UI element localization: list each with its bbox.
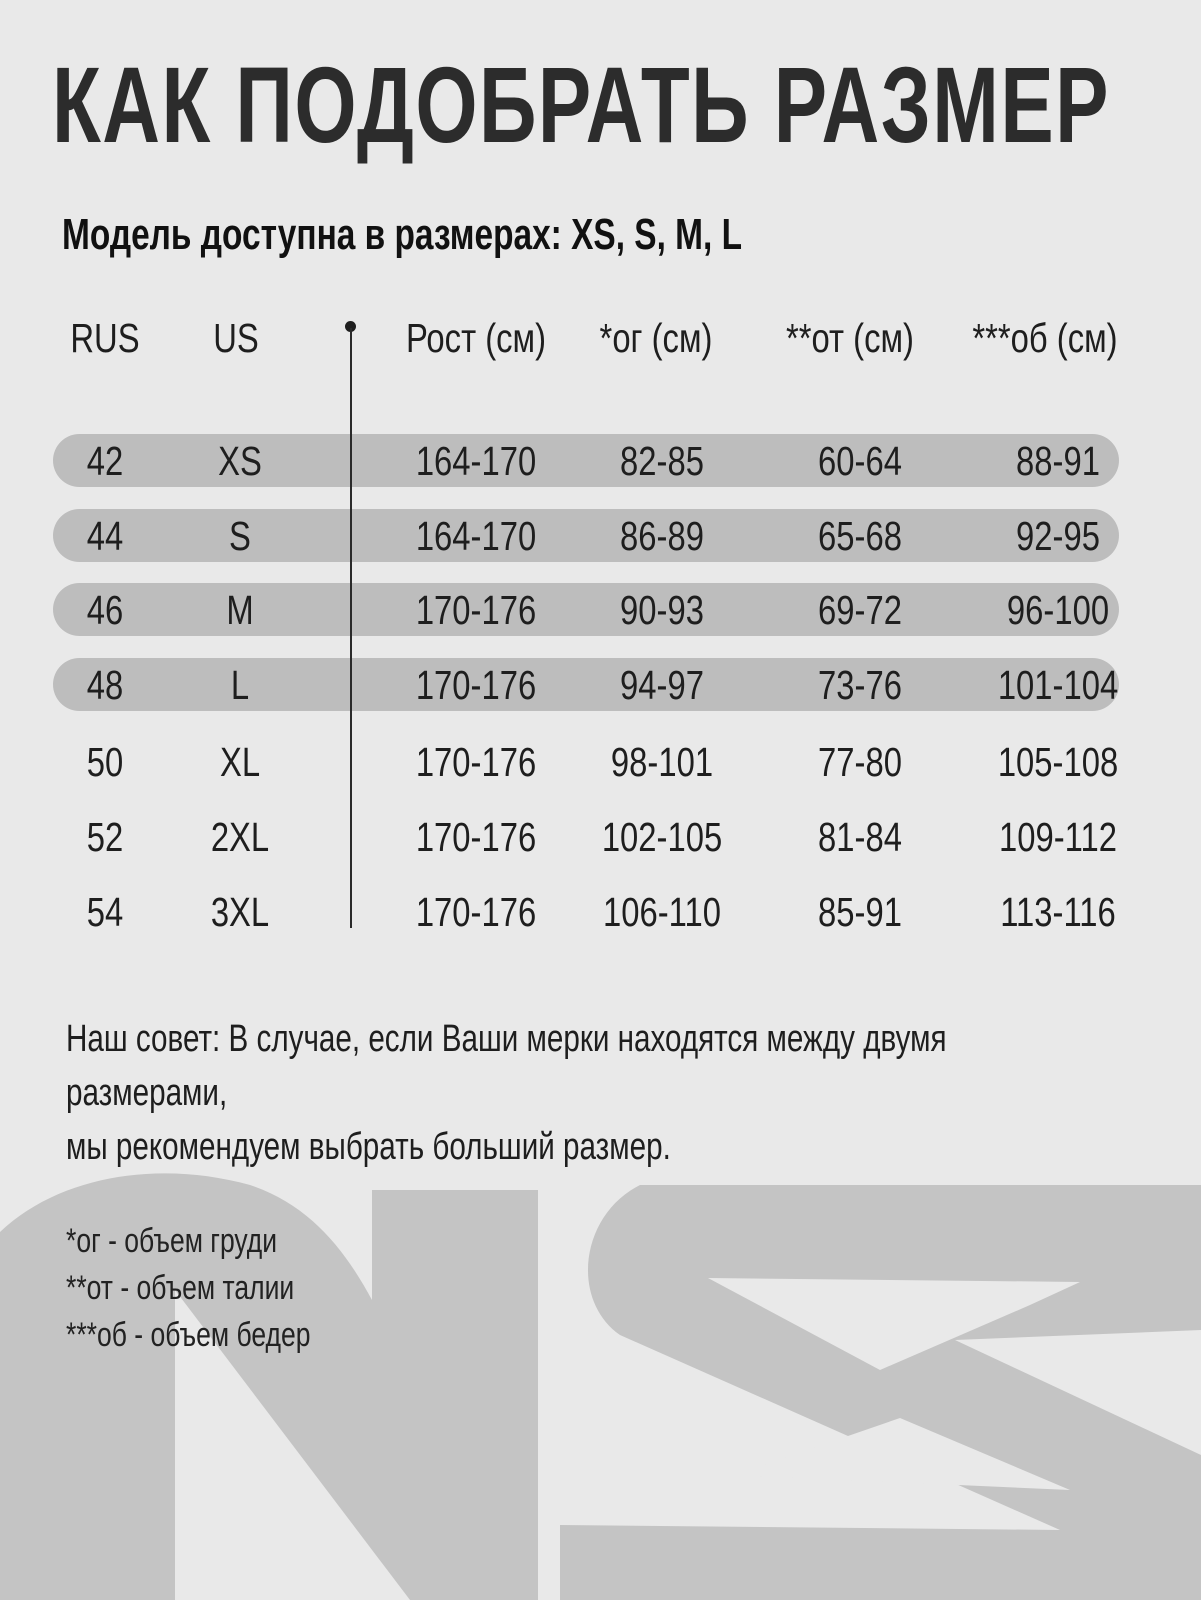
cell-height: 170-176 — [415, 662, 537, 708]
cell-waist: 69-72 — [818, 587, 902, 633]
cell-height: 164-170 — [415, 438, 537, 484]
footnote-chest: *ог - объем груди — [66, 1222, 278, 1260]
cell-chest: 82-85 — [620, 438, 704, 484]
available-sizes-subtitle: Модель доступна в размерах: XS, S, M, L — [62, 210, 743, 259]
cell-waist: 65-68 — [818, 513, 902, 559]
cell-rus: 54 — [86, 889, 124, 935]
cell-chest: 86-89 — [620, 513, 704, 559]
cell-rus: 46 — [86, 587, 124, 633]
cell-chest: 106-110 — [603, 889, 721, 935]
footnotes — [66, 1218, 310, 1359]
header-waist: **от (см) — [786, 315, 914, 361]
sizing-advice — [66, 1012, 1111, 1174]
cell-hips: 113-116 — [1000, 889, 1116, 935]
cell-hips: 105-108 — [997, 739, 1119, 785]
cell-height: 170-176 — [415, 587, 537, 633]
header-rus: RUS — [70, 315, 140, 361]
cell-us: 3XL — [210, 889, 270, 935]
cell-hips: 88-91 — [1016, 438, 1100, 484]
cell-us: XL — [219, 739, 261, 785]
cell-hips: 96-100 — [1006, 587, 1110, 633]
cell-rus: 44 — [86, 513, 124, 559]
sizing-advice-line: мы рекомендуем выбрать больший размер. — [66, 1126, 671, 1168]
cell-chest: 98-101 — [610, 739, 714, 785]
header-us: US — [213, 315, 259, 361]
cell-us: M — [226, 587, 254, 633]
cell-hips: 101-104 — [997, 662, 1119, 708]
cell-waist: 85-91 — [818, 889, 902, 935]
cell-hips: 109-112 — [999, 814, 1117, 860]
cell-chest: 90-93 — [620, 587, 704, 633]
header-hips: ***об (см) — [972, 315, 1118, 361]
cell-us: 2XL — [210, 814, 270, 860]
sizing-advice-line: Наш совет: В случае, если Ваши мерки находятся между двумя размерами, — [66, 1018, 947, 1114]
cell-waist: 81-84 — [818, 814, 902, 860]
cell-rus: 52 — [86, 814, 124, 860]
cell-waist: 77-80 — [818, 739, 902, 785]
cell-height: 170-176 — [415, 889, 537, 935]
cell-us: XS — [218, 438, 262, 484]
footnote-hips: ***об - объем бедер — [66, 1316, 311, 1354]
cell-rus: 42 — [86, 438, 124, 484]
cell-height: 170-176 — [415, 814, 537, 860]
cell-chest: 94-97 — [620, 662, 704, 708]
header-height: Рост (см) — [405, 315, 546, 361]
footnote-waist: **от - объем талии — [66, 1269, 295, 1307]
cell-waist: 73-76 — [818, 662, 902, 708]
cell-height: 170-176 — [415, 739, 537, 785]
cell-hips: 92-95 — [1016, 513, 1100, 559]
column-divider — [350, 328, 352, 928]
cell-us: S — [229, 513, 251, 559]
page-title: КАК ПОДОБРАТЬ РАЗМЕР — [52, 44, 1110, 165]
cell-waist: 60-64 — [818, 438, 902, 484]
cell-us: L — [230, 662, 250, 708]
header-chest: *ог (см) — [599, 315, 713, 361]
cell-height: 164-170 — [415, 513, 537, 559]
cell-chest: 102-105 — [601, 814, 723, 860]
cell-rus: 50 — [86, 739, 124, 785]
cell-rus: 48 — [86, 662, 124, 708]
